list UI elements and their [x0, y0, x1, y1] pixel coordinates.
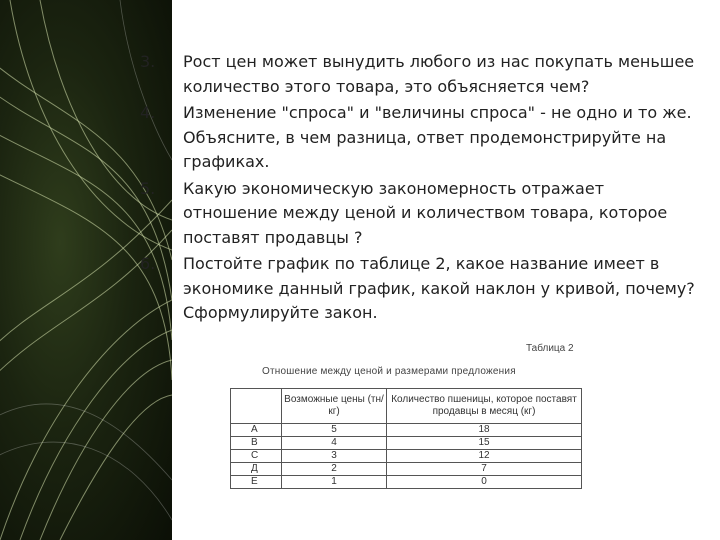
row-label: С — [231, 450, 282, 463]
supply-table — [230, 388, 582, 489]
quantity-cell: 7 — [387, 463, 582, 476]
quantity-cell: 18 — [387, 424, 582, 437]
price-cell: 3 — [282, 450, 387, 463]
question-item — [140, 177, 700, 251]
table-row — [231, 463, 582, 476]
quantity-cell: 12 — [387, 450, 582, 463]
price-cell: 1 — [282, 476, 387, 489]
question-text: Какую экономическую закономерность отражает отношение между ценой и количеством товара, которое поставят продавцы ? — [183, 178, 668, 247]
question-number: 4. — [140, 103, 156, 122]
price-cell: 2 — [282, 463, 387, 476]
row-label: Д — [231, 463, 282, 476]
row-label: А — [231, 424, 282, 437]
question-number: 5. — [140, 178, 156, 198]
table-header-cell: Количество пшеницы, которое поставят продавцы в месяц (кг) — [387, 389, 582, 424]
quantity-cell: 0 — [387, 476, 582, 489]
questions-list — [140, 50, 700, 328]
quantity-cell: 15 — [387, 437, 582, 450]
table-row — [231, 476, 582, 489]
table-caption: Таблица 2 — [526, 343, 574, 354]
price-cell: 5 — [282, 424, 387, 437]
table-row — [231, 424, 582, 437]
table-header-cell — [231, 389, 282, 424]
price-cell: 4 — [282, 437, 387, 450]
question-item — [140, 50, 700, 99]
table-row — [231, 450, 582, 463]
question-number: 3. — [140, 52, 156, 71]
question-number: 6. — [140, 254, 156, 273]
row-label: В — [231, 437, 282, 450]
question-text: Рост цен может вынудить любого из нас покупать меньшее количество этого товара, это объясняется чем? — [183, 52, 695, 96]
table-header-cell: Возможные цены (тн/кг) — [282, 389, 387, 424]
row-label: Е — [231, 476, 282, 489]
question-text: Изменение "спроса" и "величины спроса" - не одно и то же. Объясните, в чем разница, ответ продемонстрируйте на графиках. — [183, 103, 692, 171]
table-header-row — [231, 389, 582, 424]
table-row — [231, 437, 582, 450]
table-title: Отношение между ценой и размерами предложения — [262, 366, 516, 377]
question-item — [140, 101, 700, 175]
question-text: Постойте график по таблице 2, какое название имеет в экономике данный график, какой наклон у кривой, почему? Сформулируйте закон. — [183, 254, 695, 322]
question-item — [140, 252, 700, 326]
